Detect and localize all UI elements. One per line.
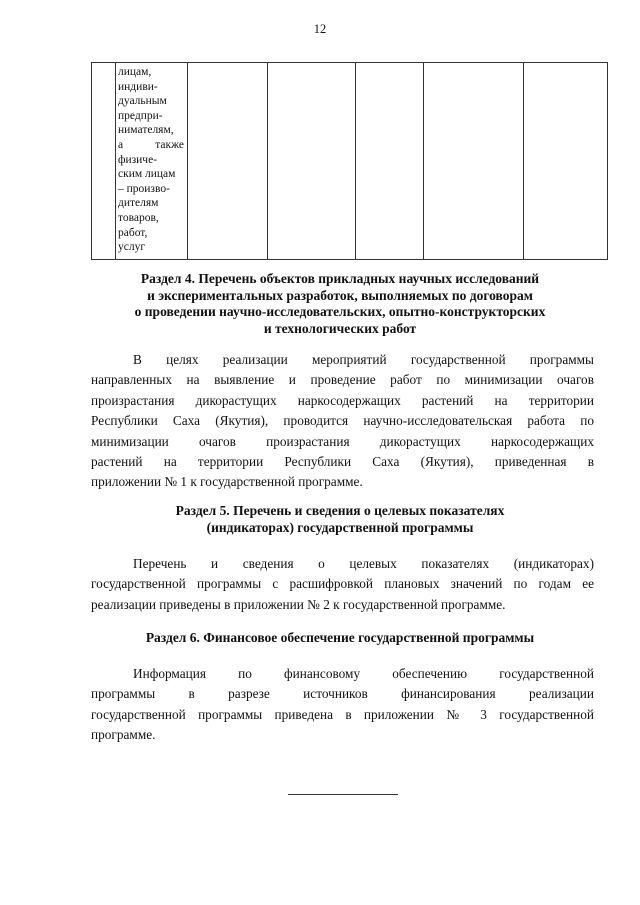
- paragraph-line: направленных на выявление и проведение работ по минимизации очагов: [91, 372, 594, 388]
- table-cell: [424, 63, 524, 260]
- cell-line: предпри-: [118, 109, 163, 122]
- cell-line: работ,: [118, 226, 148, 239]
- paragraph-line: программе.: [91, 727, 156, 743]
- paragraph-line: растений на территории Республики Саха (Якутия), приведенная в: [91, 454, 594, 470]
- paragraph-line: реализации приведены в приложении № 2 к государственной программе.: [91, 596, 506, 612]
- cell-line: а также: [118, 138, 184, 151]
- table-row: [92, 63, 608, 260]
- section-5-heading: [60, 503, 620, 536]
- heading-line: и экспериментальных разработок, выполняемых по договорам: [147, 287, 533, 303]
- heading-line: о проведении научно-исследовательских, опытно-конструкторских: [134, 304, 546, 319]
- table-cell: [268, 63, 356, 260]
- section-6-paragraph: [91, 664, 594, 746]
- section-4-heading: [60, 271, 620, 337]
- table-cell-text: [116, 63, 188, 260]
- paragraph-line: минимизации очагов произрастания дикорастущих наркосодержащих: [91, 433, 594, 449]
- table-cell: [356, 63, 424, 260]
- table-cell: [524, 63, 608, 260]
- paragraph-line: Перечень и сведения о целевых показателях (индикаторах): [133, 556, 594, 571]
- cell-line: дуальным: [118, 95, 167, 108]
- heading-line: Раздел 5. Перечень и сведения о целевых показателях: [175, 503, 505, 518]
- cell-line: физиче-: [118, 153, 158, 166]
- continued-table: [91, 62, 608, 260]
- section-5-paragraph: [91, 554, 594, 615]
- table-cell: [188, 63, 268, 260]
- cell-line: нимателям,: [118, 124, 174, 137]
- cell-line: дителям: [118, 197, 159, 210]
- paragraph-line: В целях реализации мероприятий государственной программы: [133, 352, 594, 367]
- cell-line: ским лицам: [118, 168, 176, 181]
- paragraph-line: программы в разрезе источников финансирования реализации: [91, 686, 594, 702]
- paragraph-line: произрастания дикорастущих наркосодержащих растений на территории: [91, 392, 594, 408]
- cell-line: товаров,: [118, 211, 159, 224]
- table-cell: [92, 63, 116, 260]
- paragraph-line: государственной программы с расшифровкой плановых значений по годам ее: [91, 576, 594, 592]
- paragraph-line: Республики Саха (Якутия), проводится научно-исследовательская работа по: [91, 413, 594, 429]
- heading-line: Раздел 6. Финансовое обеспечение государственной программы: [145, 630, 535, 645]
- page-number: 12: [313, 22, 327, 36]
- cell-line: услуг: [118, 241, 146, 254]
- section-6-heading: [60, 630, 620, 647]
- cell-line: лицам,: [118, 66, 152, 78]
- heading-line: Раздел 4. Перечень объектов прикладных научных исследований: [140, 271, 540, 286]
- section-4-paragraph: [91, 350, 594, 493]
- paragraph-line: государственной программы приведена в приложении № 3 государственной: [91, 706, 594, 722]
- heading-line: (индикаторах) государственной программы: [206, 519, 474, 535]
- paragraph-line: Информация по финансовому обеспечению государственной: [133, 666, 594, 681]
- cell-line: индиви-: [118, 80, 158, 93]
- heading-line: и технологических работ: [263, 320, 417, 336]
- end-rule: [288, 794, 398, 795]
- paragraph-line: приложении № 1 к государственной программе.: [91, 474, 363, 490]
- cell-line: – произво-: [118, 182, 170, 195]
